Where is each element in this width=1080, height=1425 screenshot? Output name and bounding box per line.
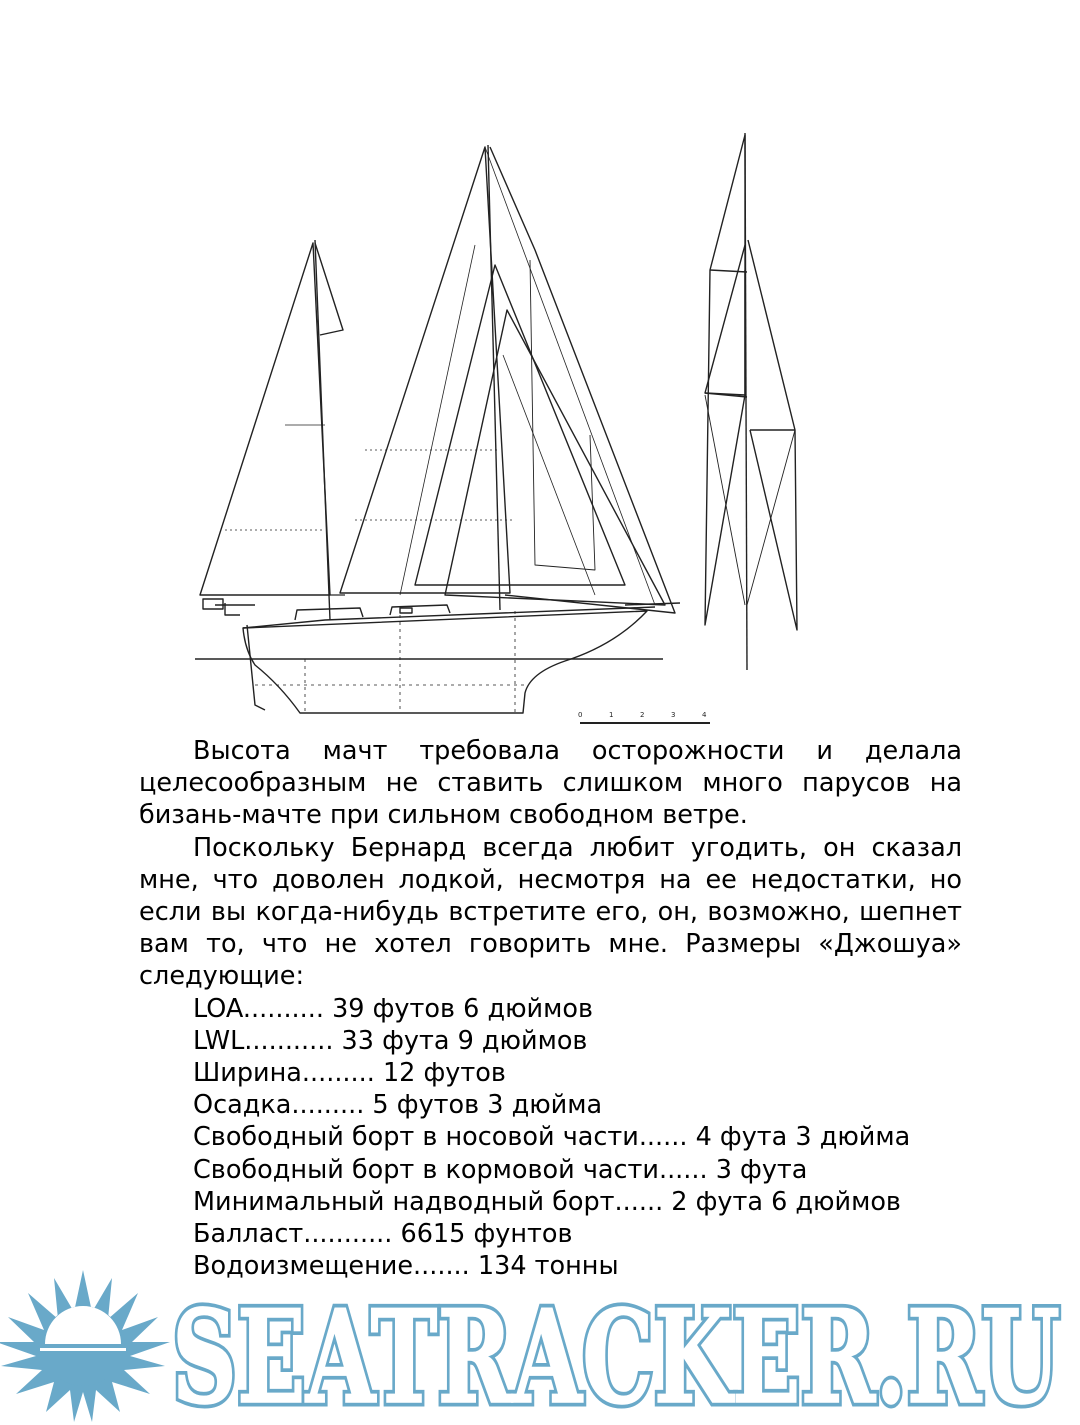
paragraph: Поскольку Бернард всегда любит угодить, он сказал мне, что доволен лодкой, несмотря на ее недостатки, но если вы когда-нибудь встретите его, он, возможно, шепнет вам то, что не хотел говорить мне. Размеры «Джошуа» следующие: [139,832,962,992]
fore-staysail [490,147,675,613]
watermark [0,1262,1080,1425]
scale-label-1: 1 [609,711,614,719]
spec-item: Свободный борт в носовой части...... 4 фута 3 дюйма [193,1122,911,1153]
scale-label-3: 3 [671,711,676,719]
spec-item: Осадка......... 5 футов 3 дюйма [193,1090,603,1121]
mizzen-sail [200,243,330,595]
dodger [400,608,412,613]
spec-item: LOA.......... 39 футов 6 дюймов [193,993,593,1024]
front-view-lower [748,240,797,630]
jib-2 [445,310,665,605]
windvane [203,599,223,609]
front-view-spreaders [705,270,795,430]
scale-label-2: 2 [640,711,645,719]
watermark-text-inline: SEATRACKER.RU [172,1283,1060,1425]
spec-item: Балласт........... 6615 фунтов [193,1219,573,1250]
scale-label-0: 0 [578,711,583,719]
paragraph: Высота мачт требовала осторожности и делала целесообразным не ставить слишком много парусов на бизань-мачте при сильном свободном ветре. [139,736,962,831]
spec-item: LWL........... 33 фута 9 дюймов [193,1025,588,1056]
hull [243,611,647,713]
mizzen-topsail [315,243,343,335]
body-text [139,735,962,1282]
mainsail [340,147,510,593]
spec-item: Ширина......... 12 футов [193,1058,506,1089]
specs-list [139,993,962,1283]
front-view-upper [705,135,745,625]
scale-label-4: 4 [702,711,707,719]
spec-item: Свободный борт в кормовой части...... 3 фута [193,1154,808,1185]
sun-logo-icon [0,1270,170,1422]
spec-item: Водоизмещение....... 134 тонны [193,1251,619,1282]
rudder [247,625,265,710]
sail-plan-drawing [185,125,810,735]
watermark-text: SEATRACKER.RU [172,1283,1060,1425]
spec-item: Минимальный надводный борт...... 2 фута 6 дюймов [193,1186,901,1217]
